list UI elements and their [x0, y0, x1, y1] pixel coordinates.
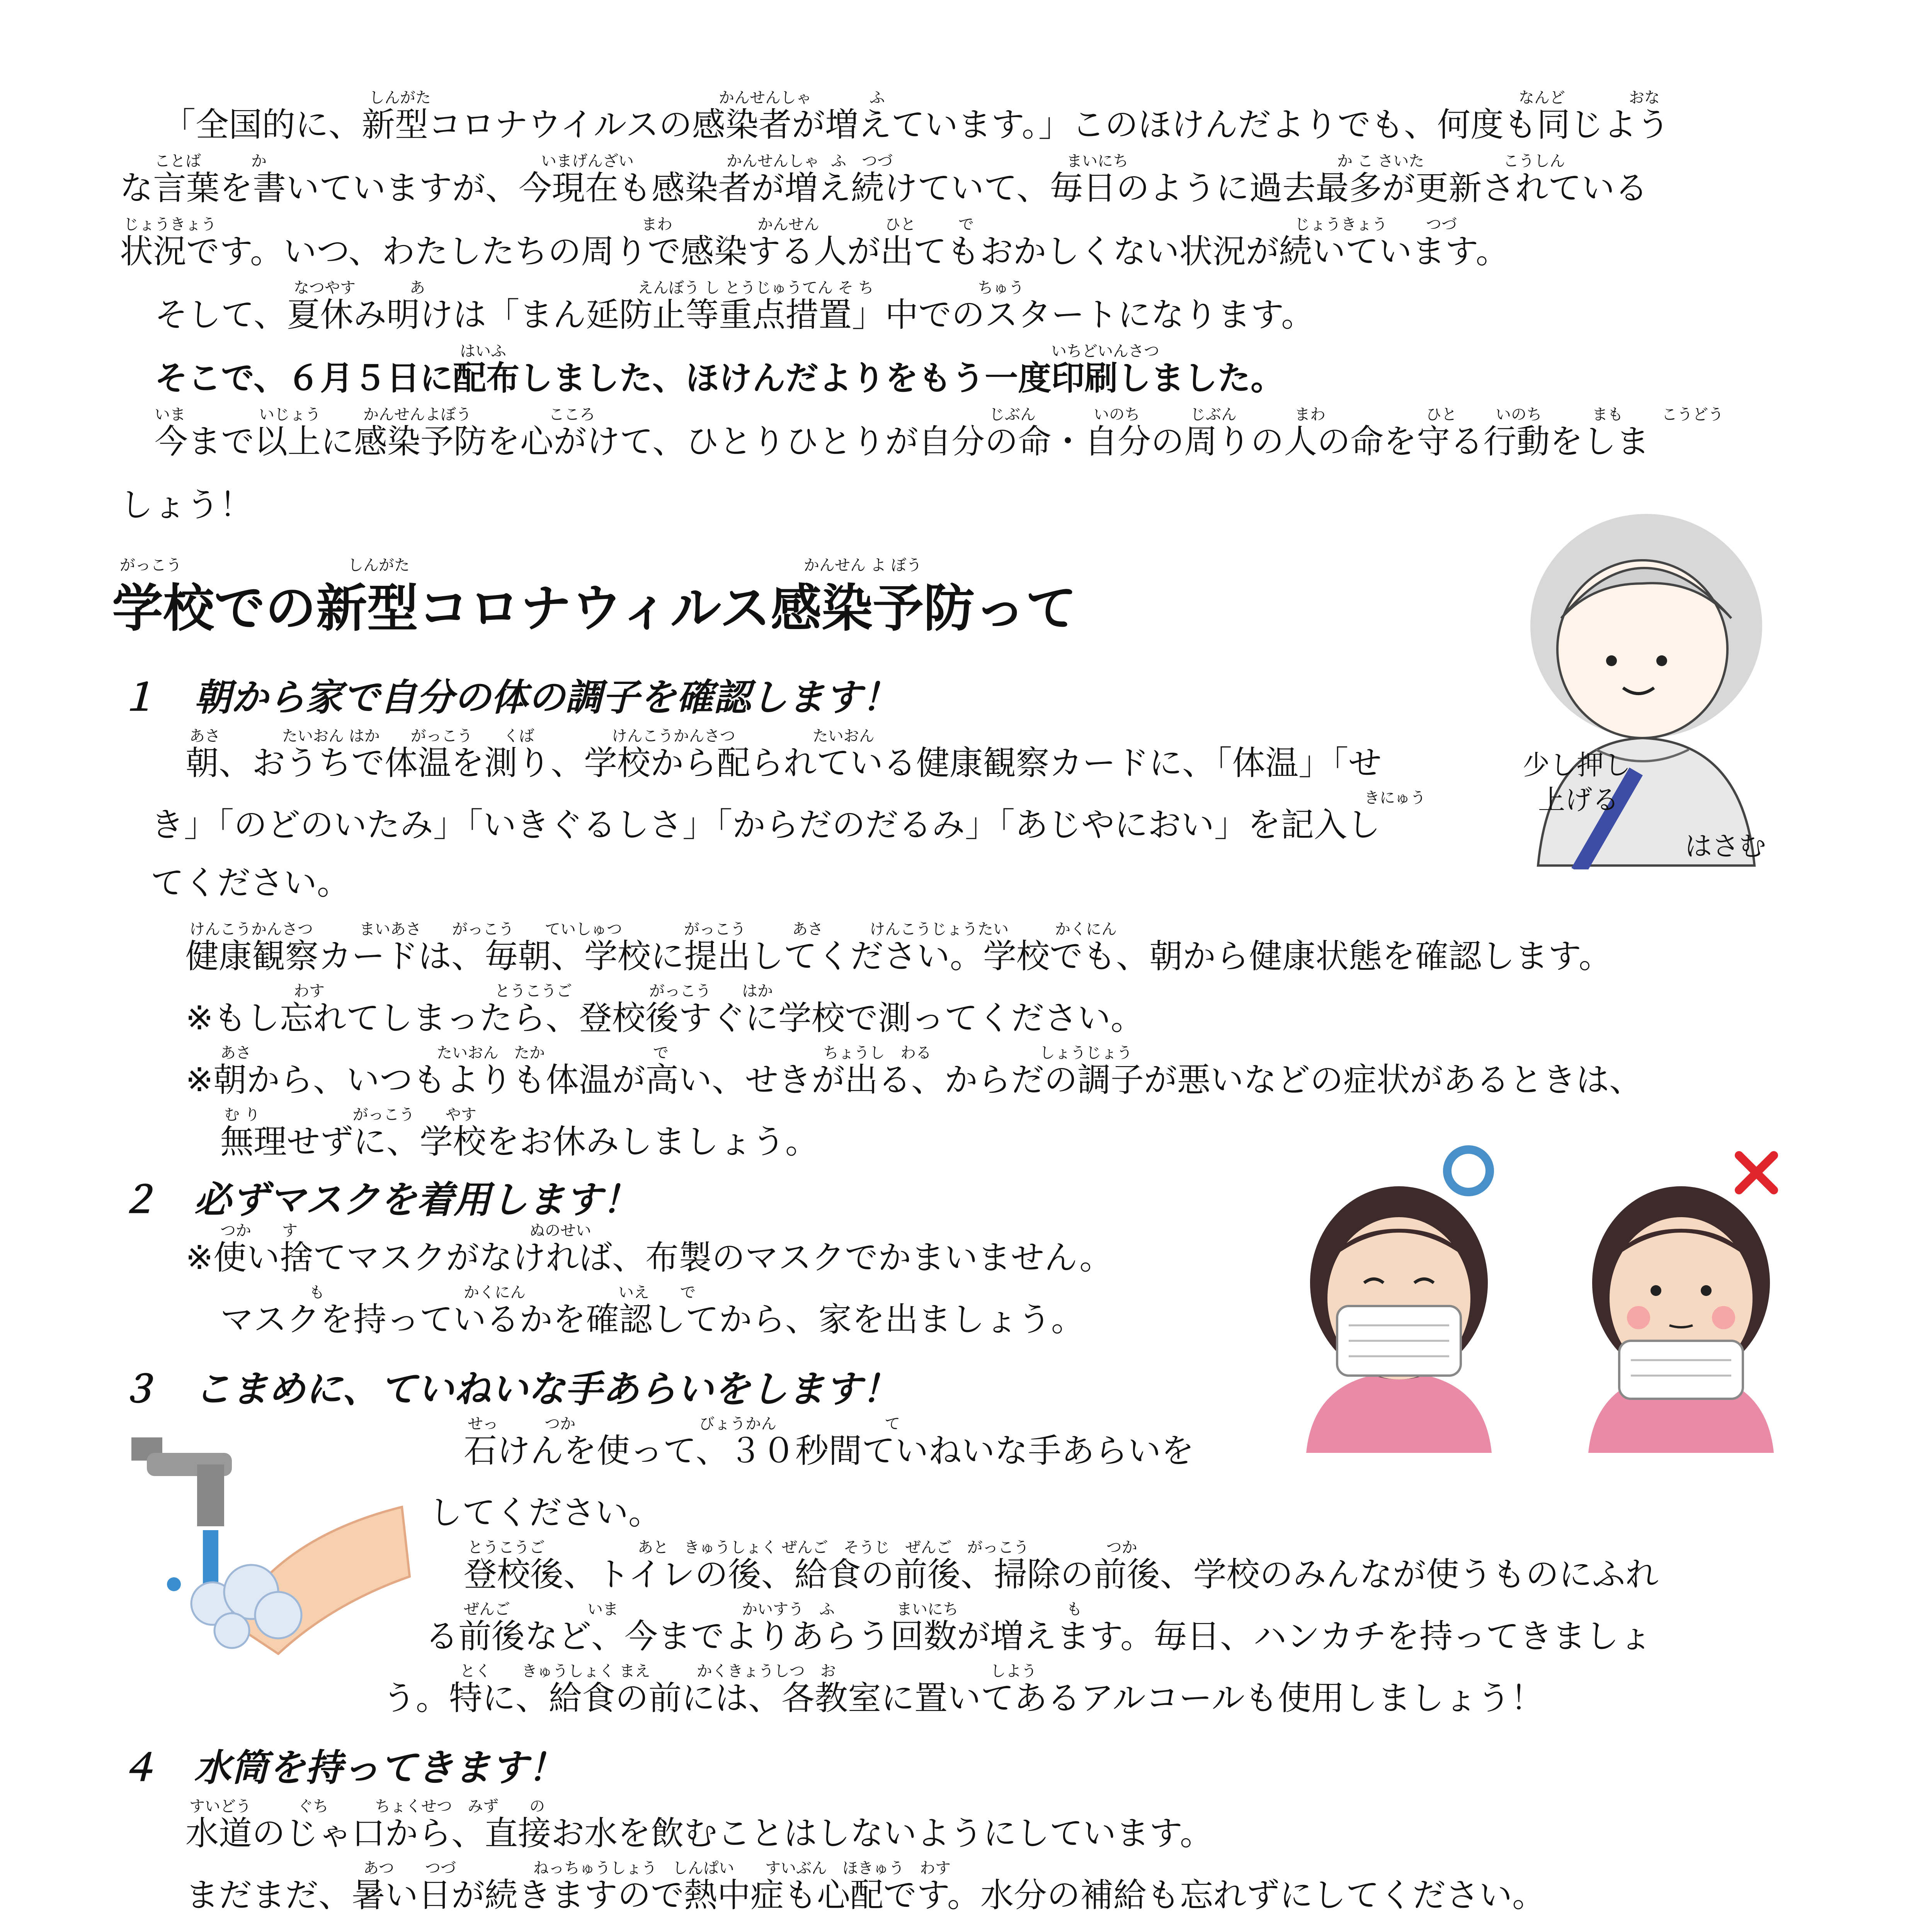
- ruby: かんせんよぼう: [363, 406, 471, 423]
- ruby: ふ: [870, 89, 885, 107]
- ruby: か こ さいた: [1337, 152, 1424, 170]
- ruby: すいどう ぐち ちょくせつ みず の: [189, 1798, 545, 1815]
- ruby: いまげんざい: [541, 152, 634, 170]
- ruby: ひと: [885, 216, 916, 233]
- intro-line-6: 今まで以上に感染予防を心がけて、ひとりひとりが自分の命・自分の周りの人の命を守る行動をしま: [155, 422, 1650, 461]
- s1-line-3: てください。: [151, 864, 350, 902]
- ruby: いま: [155, 406, 185, 423]
- s1-line-1: 朝、おうちで体温を測り、学校から配られている健康観察カードに、「体温」「せ: [185, 744, 1382, 782]
- ruby: しんがた: [369, 89, 431, 107]
- ruby: きにゅう: [1364, 789, 1426, 807]
- ruby: こうしん: [1503, 152, 1565, 170]
- ruby: まも: [1592, 406, 1623, 423]
- ruby: とうこうご あと きゅうしょく ぜんご そうじ ぜんご がっこう つか: [468, 1539, 1137, 1556]
- intro-line-7: しょう！: [120, 486, 253, 524]
- ruby: まわ: [1295, 406, 1326, 423]
- ruby: じぶん: [989, 406, 1036, 423]
- mask-good-illustration: [1291, 1144, 1507, 1453]
- ruby: あさ たいおん はか がっこう くば けんこうかんさつ たいおん: [189, 727, 875, 745]
- ruby: せっ つか びょうかん て: [468, 1415, 900, 1433]
- section-3-title: ３ こまめに、ていねいな手あらいをします！: [120, 1367, 899, 1411]
- s2-line-2: マスクを持っているかを確認してから、家を出ましょう。: [220, 1300, 1084, 1339]
- ruby: かんせん: [757, 216, 819, 233]
- ruby: つか す ぬのせい: [220, 1222, 591, 1240]
- s3-line-1: 石けんを使って、３０秒間ていねいな手あらいを: [464, 1432, 1195, 1470]
- ruby: がっこう: [120, 556, 182, 574]
- ruby: わす とうこうご がっこう はか: [294, 982, 773, 1000]
- ruby: まいにち: [1067, 152, 1128, 170]
- ruby: む り がっこう やす: [224, 1106, 476, 1124]
- ruby: こうどう: [1662, 406, 1724, 423]
- ruby: かんせんしゃ: [719, 89, 812, 107]
- ruby: あさ たいおん たか で ちょうし わる しょうじょう: [220, 1044, 1132, 1062]
- ruby: ぜんご いま かいすう ふ まいにち も: [464, 1600, 1082, 1618]
- s3-line-4: る前後など、今までよりあらう回数が増えます。毎日、ハンカチを持ってきましょ: [425, 1617, 1652, 1656]
- s1-line-7: 無理せずに、学校をお休みしましょう。: [220, 1122, 818, 1161]
- main-heading: 学校での新型コロナウィルス感染予防って: [112, 579, 1077, 638]
- intro-line-3: 状況です。いつ、わたしたちの周りで感染する人が出てもおかしくない状況が続いています。: [120, 232, 1509, 271]
- section-1-title: １ 朝から家で自分の体の調子を確認します！: [120, 676, 899, 719]
- ruby: じょうきょう: [1295, 216, 1387, 233]
- s4-line-2: まだまだ、暑い日が続きますので熱中症も心配です。水分の補給も忘れずにしてください。: [185, 1876, 1546, 1915]
- intro-line-5: そこで、６月５日に配布しました、ほけんだよりをもう一度印刷しました。: [155, 359, 1284, 398]
- ruby: で: [958, 216, 974, 233]
- ruby: かんせんしゃ: [727, 152, 819, 170]
- ruby: ことば: [155, 152, 201, 170]
- thermometer-illustration: [1515, 502, 1785, 869]
- intro-line-4: そして、夏休み明けは「まん延防止等重点措置」中でのスタートになります。: [155, 296, 1315, 334]
- thermo-label-lift: 上げる: [1538, 784, 1619, 816]
- s2-line-1: ※使い捨てマスクがなければ、布製のマスクでかまいません。: [185, 1238, 1113, 1277]
- ruby: も かくにん いえ で: [309, 1284, 696, 1301]
- ruby: いじょう: [259, 406, 321, 423]
- ruby: こころ: [549, 406, 595, 423]
- ruby: いのち: [1496, 406, 1542, 423]
- ruby: あつ つづ ねっちゅうしょう しんぱい すいぶん ほきゅう わす: [363, 1859, 951, 1877]
- ruby: はいふ: [460, 342, 506, 360]
- section-2-title: ２ 必ずマスクを着用します！: [120, 1178, 639, 1221]
- ruby: おな: [1629, 89, 1660, 107]
- section-4-title: ４ 水筒を持ってきます！: [120, 1746, 565, 1789]
- ruby: なつやす: [294, 279, 356, 297]
- intro-line-2: な言葉を書いていますが、今現在も感染者が増え続けていて、毎日のように過去最多が更新されている: [120, 169, 1648, 207]
- thermo-label-push: 少し押し: [1523, 749, 1631, 781]
- s1-line-2: き」「のどのいたみ」「いきぐるしさ」「からだのだるみ」「あじやにおい」を記入し: [151, 806, 1380, 844]
- mask-bad-illustration: [1573, 1144, 1789, 1453]
- ruby: えんぼう し とうじゅうてん そ ち: [638, 279, 874, 297]
- s3-line-5: う。特に、給食の前には、各教室に置いてあるアルコールも使用しましょう！: [383, 1679, 1544, 1718]
- ruby: じぶん: [1190, 406, 1237, 423]
- s3-line-2: してください。: [429, 1493, 662, 1532]
- ruby: とく きゅうしょく まえ かくきょうしつ お しよう: [460, 1662, 1037, 1680]
- thermo-label-hold: はさむ: [1685, 830, 1766, 862]
- ruby: か: [251, 152, 267, 170]
- ruby: ちゅう: [978, 279, 1024, 297]
- ruby: つづ: [1426, 216, 1457, 233]
- handwashing-illustration: [116, 1422, 417, 1662]
- ruby: まわ: [642, 216, 672, 233]
- ruby: けんこうかんさつ まいあさ がっこう ていしゅつ がっこう あさ けんこうじょうたい かくにん: [189, 920, 1117, 938]
- ruby: じょうきょう: [124, 216, 216, 233]
- ruby: いのち: [1094, 406, 1140, 423]
- ruby: いちどいんさつ: [1051, 342, 1159, 360]
- s1-line-4: 健康観察カードは、毎朝、学校に提出してください。学校でも、朝から健康状態を確認します。: [185, 937, 1612, 976]
- ruby: ひと: [1426, 406, 1457, 423]
- s3-line-3: 登校後、トイレの後、給食の前後、掃除の前後、学校のみんなが使うものにふれ: [464, 1555, 1659, 1594]
- ruby: しんがた: [348, 556, 410, 574]
- ruby: かんせん よ ぼう: [804, 556, 922, 574]
- s1-line-6: ※朝から、いつもよりも体温が高い、せきが出る、からだの調子が悪いなどの症状があるときは、: [185, 1061, 1643, 1099]
- ruby: あ: [410, 279, 425, 297]
- s1-line-5: ※もし忘れてしまったら、登校後すぐに学校で測ってください。: [185, 999, 1144, 1037]
- ruby: ふ つづ: [831, 152, 893, 170]
- ruby: なんど: [1519, 89, 1565, 107]
- s4-line-1: 水道のじゃ口から、直接お水を飲むことはしないようにしています。: [185, 1814, 1213, 1853]
- intro-line-1: 「全国的に、新型コロナウイルスの感染者が増えています。」このほけんだよりでも、何度も同じよう: [162, 105, 1670, 144]
